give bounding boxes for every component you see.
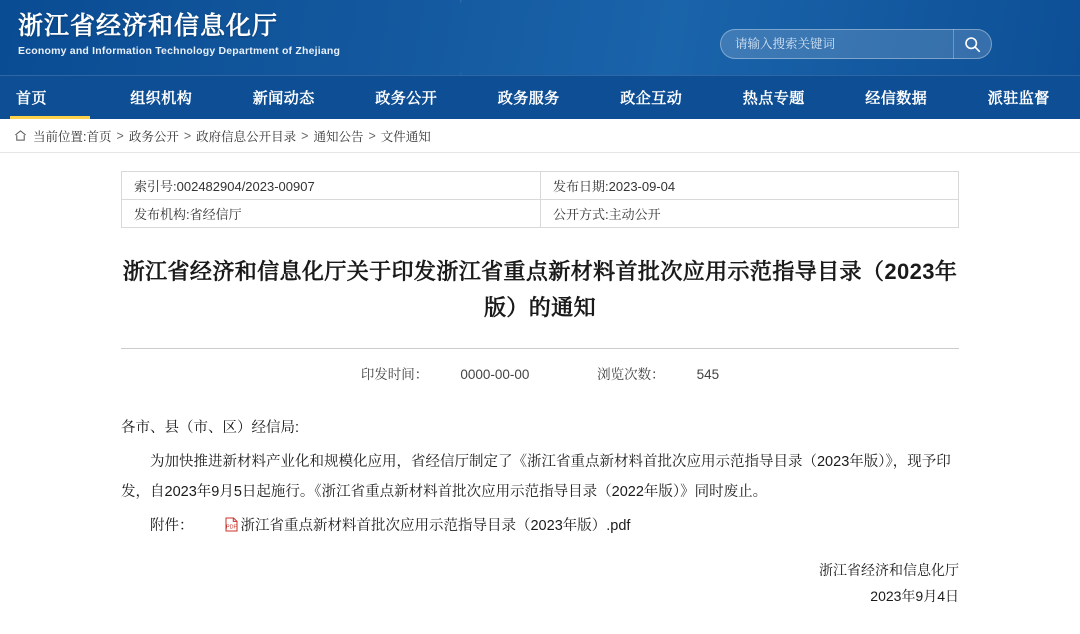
signature-organization: 浙江省经济和信息化厅 [819,562,959,578]
breadcrumb-item-announcements[interactable]: 通知公告 [313,129,364,144]
breadcrumb-item-disclosure[interactable]: 政务公开 [128,129,179,144]
nav-item-label: 派驻监督 [987,90,1050,107]
signature-block [121,557,959,609]
nav-item-label: 政务公开 [375,90,438,107]
views-label: 浏览次数： [597,367,665,382]
signature-date: 2023年9月4日 [870,588,959,604]
breadcrumb-separator: > [116,128,124,143]
nav-item-label: 经信数据 [865,90,928,107]
search-icon [964,36,981,53]
nav-item-label: 政务服务 [497,90,560,107]
meta-label: 发布日期: [553,179,609,194]
meta-label: 索引号: [134,179,177,194]
attachment-link[interactable]: 浙江省重点新材料首批次应用示范指导目录（2023年版）.pdf [240,518,631,534]
site-header [0,0,1080,75]
page-title: 浙江省经济和信息化厅关于印发浙江省重点新材料首批次应用示范指导目录（2023年版）的通知 [122,259,958,320]
nav-item-gov-enterprise-interaction[interactable] [590,76,713,119]
meta-cell-publish-date [541,172,959,200]
breadcrumb-separator: > [183,128,192,143]
attachment-line [121,511,959,543]
nav-item-label: 热点专题 [742,90,805,107]
breadcrumb-item-home[interactable]: 首页 [86,129,112,144]
table-row [122,200,959,228]
brand-title-en: Economy and Information Technology Department of Zhejiang [18,45,341,57]
breadcrumb-item-current: 文件通知 [380,129,431,144]
meta-label: 公开方式: [553,207,609,222]
table-row [122,172,959,200]
breadcrumb-separator: > [368,128,376,143]
body-paragraph-1: 为加快推进新材料产业化和规模化应用，省经信厅制定了《浙江省重点新材料首批次应用示范指导目录（2023年版）》，现予印发，自2023年9月5日起施行。《浙江省重点新材料首批次应用示范指导目录（2022年版）》同时废止。 [121,454,951,500]
search-button[interactable] [953,29,991,59]
nav-item-government-services[interactable] [468,76,591,119]
nav-item-hot-topics[interactable] [713,76,836,119]
nav-item-label: 组织机构 [130,90,193,107]
nav-item-organization[interactable] [100,76,223,119]
meta-cell-index-number [122,172,541,200]
pdf-file-icon [196,513,238,543]
meta-cell-publisher [122,200,541,228]
meta-cell-disclosure-method [541,200,959,228]
nav-item-label: 首页 [16,90,48,107]
print-time-label: 印发时间： [360,367,429,382]
main-nav [0,75,1080,119]
meta-value: 省经信厅 [189,207,242,222]
article-body [121,413,959,543]
nav-item-economic-data[interactable] [835,76,958,119]
svg-text:PDF: PDF [225,524,237,531]
print-time-value: 0000-00-00 [460,367,530,382]
meta-label: 发布机构: [134,207,190,222]
meta-value: 2023-09-04 [608,179,676,194]
breadcrumb [0,119,1080,153]
nav-item-news[interactable] [223,76,346,119]
document-meta-table [121,171,959,228]
search-input[interactable] [721,30,953,58]
search-box[interactable] [720,29,992,59]
breadcrumb-prefix: 当前位置: [33,129,87,144]
nav-item-label: 新闻动态 [252,90,315,107]
nav-item-government-affairs-disclosure[interactable] [345,76,468,119]
nav-item-home[interactable] [0,76,100,119]
meta-value: 002482904/2023-00907 [176,179,315,194]
title-divider [121,348,959,349]
print-time-block [345,367,546,382]
article-subinfo [121,363,959,383]
nav-item-stationed-supervision[interactable] [958,76,1080,119]
article-content [0,153,1080,609]
brand-title-cn: 浙江省经济和信息化厅 [18,12,279,40]
breadcrumb-item-catalog[interactable]: 政府信息公开目录 [196,129,297,144]
home-icon [14,129,27,142]
nav-item-label: 政企互动 [620,90,683,107]
salutation: 各市、县（市、区）经信局: [121,420,300,436]
attachment-label: 附件： [150,518,194,534]
breadcrumb-separator: > [301,128,309,143]
views-count: 545 [696,367,720,382]
site-brand [18,10,340,59]
meta-value: 主动公开 [608,207,661,222]
views-block [581,367,735,382]
